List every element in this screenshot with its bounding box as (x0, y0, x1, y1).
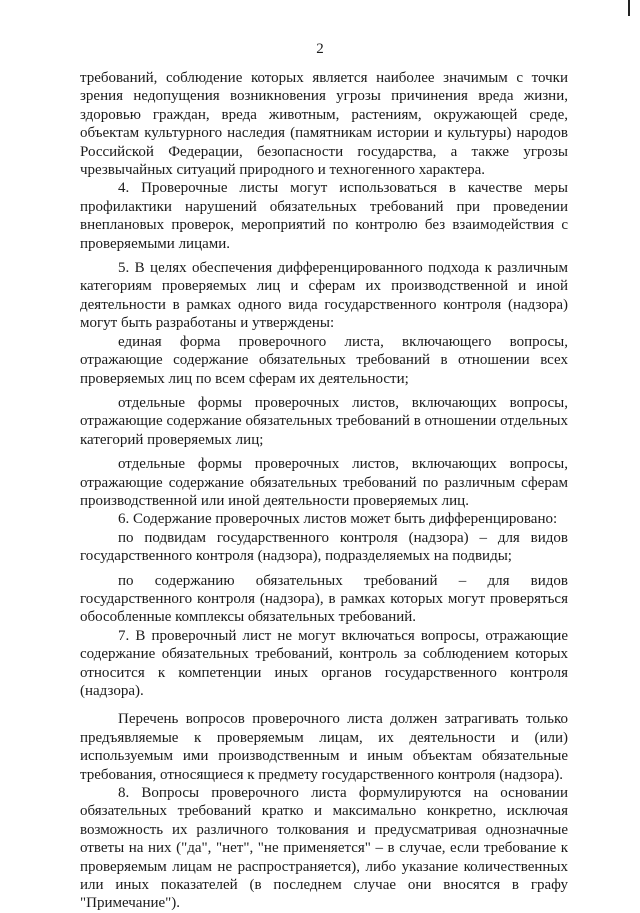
paragraph-item-7: 7. В проверочный лист не могут включаться вопросы, отражающие содержание обязательных требований, контроль за соблюдением которых относится к компетенции иных органов государственного контроля (надзора). (80, 627, 568, 699)
document-body (80, 69, 568, 913)
scan-edge-mark (628, 0, 630, 16)
paragraph-continuation: требований, соблюдение которых является наиболее значимым с точки зрения недопущения возникновения угрозы причинения вреда жизни, здоровью граждан, вреда животным, растениям, окружающей среде, объектам культурного наследия (памятникам истории и культуры) народов Российской Федерации, безопасности государства, а также угрозы чрезвычайных ситуаций природного и техногенного характера. (80, 70, 568, 179)
paragraph-sublist-unified-form: единая форма проверочного листа, включающего вопросы, отражающие содержание обязательных требований в отношении всех проверяемых лиц по всем сферам их деятельности; (80, 333, 568, 387)
paragraph-sublist-categories: отдельные формы проверочных листов, включающих вопросы, отражающие содержание обязательных требований в отношении отдельных категорий проверяемых лиц; (80, 394, 568, 448)
paragraph-item-5: 5. В целях обеспечения дифференцированного подхода к различным категориям проверяемых лиц и сферам их производственной и иной деятельности в рамках одного вида государственного контроля (надзора) могут быть разработаны и утверждены: (80, 260, 568, 332)
paragraph-item-8: 8. Вопросы проверочного листа формулируются на основании обязательных требований кратко и максимально конкретно, исключая возможность их различного толкования и предусматривая однозначные ответы на них ("да", "нет", "не применяется" – в случае, если требование к проверяемым лицам не распространяется), либо указание количественных или иных показателей (в последнем случае они вносятся в графу "Примечание"). (80, 785, 568, 912)
page-number: 2 (316, 41, 324, 57)
paragraph-questions-scope: Перечень вопросов проверочного листа должен затрагивать только предъявляемые к проверяемым лицам, их деятельности и (или) используемым ими производственным и иным объектам обязательные требования, относящиеся к предмету государственного контроля (надзора). (80, 711, 568, 783)
paragraph-item-4: 4. Проверочные листы могут использоваться в качестве меры профилактики нарушений обязательных требований при проведении внеплановых проверок, мероприятий по контролю без взаимодействия с проверяемыми лицами. (80, 180, 568, 252)
paragraph-item-6: 6. Содержание проверочных листов может быть дифференцировано: (118, 511, 558, 528)
paragraph-sublist-subtypes: по подвидам государственного контроля (надзора) – для видов государственного контроля (надзора), подразделяемых на подвиды; (80, 529, 568, 565)
paragraph-sublist-spheres: отдельные формы проверочных листов, включающих вопросы, отражающие содержание обязательных требований по различным сферам производственной или иной деятельности проверяемых лиц. (80, 456, 568, 509)
paragraph-sublist-content: по содержанию обязательных требований – для видов государственного контроля (надзора), в рамках которых могут проверяться обособленные комплексы обязательных требований. (80, 572, 568, 626)
